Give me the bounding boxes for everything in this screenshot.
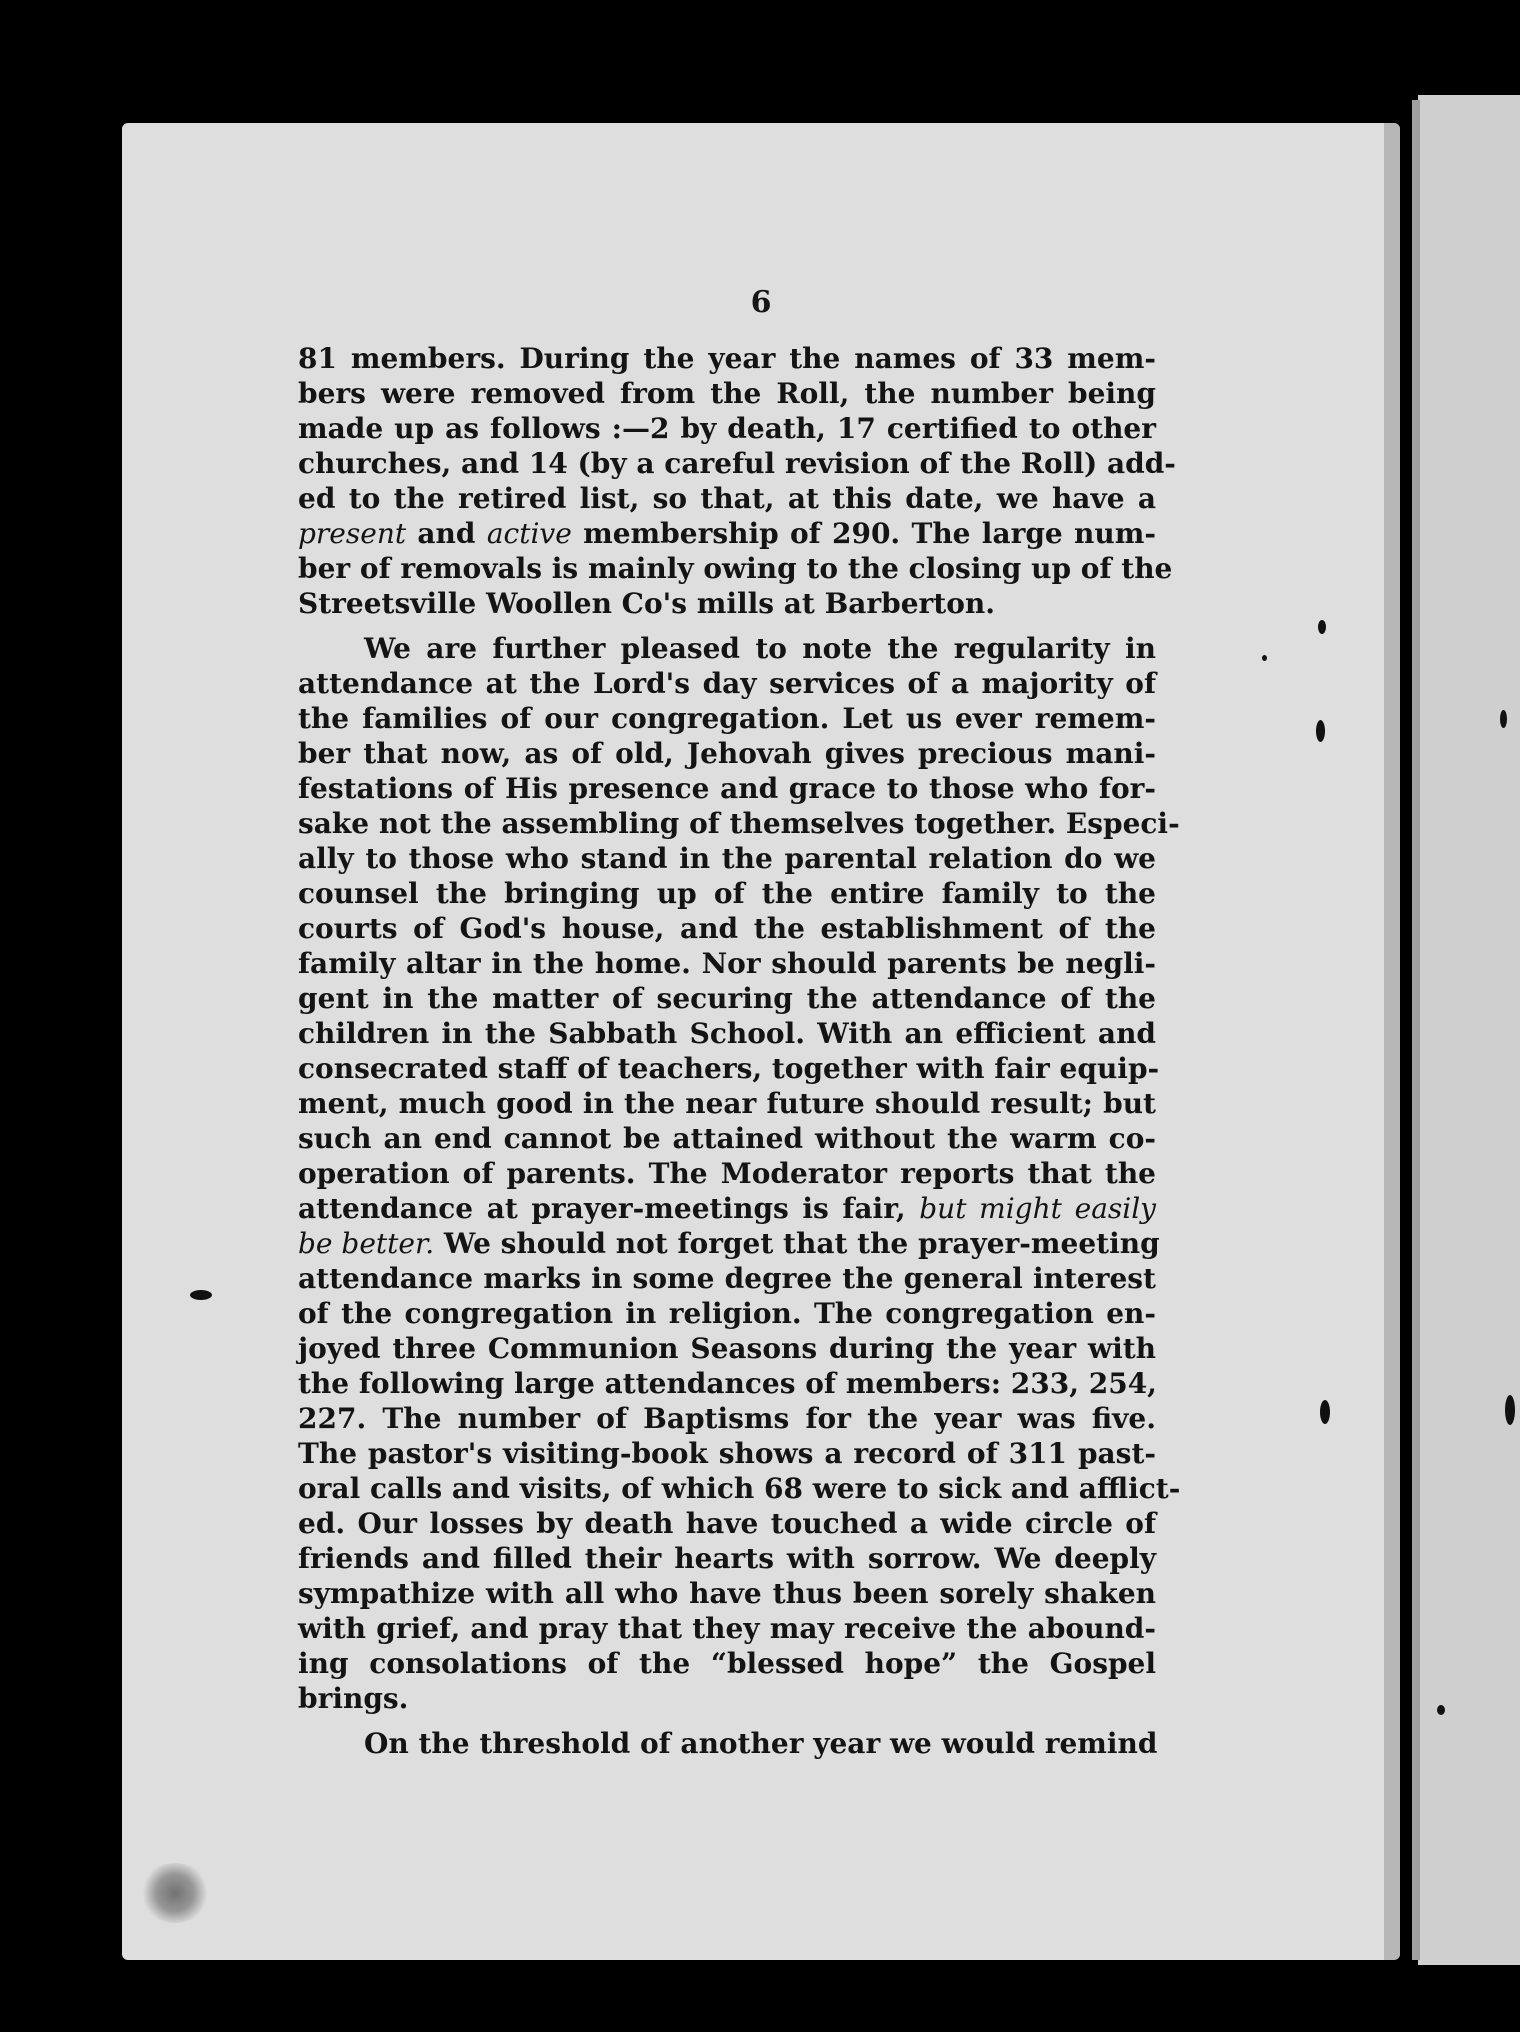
text-line: oral calls and visits, of which 68 were to sick and afflict- bbox=[298, 1472, 1181, 1505]
text-line: the following large attendances of members: 233, 254, bbox=[298, 1367, 1157, 1400]
text-line: Streetsville Woollen Co's mills at Barberton. bbox=[298, 587, 996, 620]
italic-text: active bbox=[486, 517, 572, 550]
text-line: sake not the assembling of themselves together. Especi- bbox=[298, 807, 1180, 840]
text-line: The pastor's visiting-book shows a record of 311 past- bbox=[298, 1437, 1156, 1470]
italic-text: be better. bbox=[298, 1227, 435, 1260]
text-line: such an end cannot be attained without the warm co- bbox=[298, 1122, 1156, 1155]
text-line: ing consolations of the “blessed hope” the Gospel bbox=[298, 1647, 1156, 1680]
text-line: brings. bbox=[298, 1682, 409, 1715]
text-line: sympathize with all who have thus been sorely shaken bbox=[298, 1577, 1156, 1610]
ink-speck bbox=[1505, 1395, 1515, 1425]
italic-text: present bbox=[298, 517, 407, 550]
body-text bbox=[298, 341, 1181, 1761]
page-edge bbox=[1384, 123, 1400, 1960]
text-line: attendance at prayer-meetings is fair, but might easily bbox=[298, 1192, 1156, 1225]
text-line: ed. Our losses by death have touched a wide circle of bbox=[298, 1507, 1156, 1540]
facing-page bbox=[1418, 95, 1520, 1965]
text-line: consecrated staff of teachers, together with fair equip- bbox=[298, 1052, 1160, 1085]
text-line: operation of parents. The Moderator reports that the bbox=[298, 1157, 1156, 1190]
text-line: churches, and 14 (by a careful revision of the Roll) add- bbox=[298, 447, 1176, 480]
text-line: ber that now, as of old, Jehovah gives precious mani- bbox=[298, 737, 1156, 770]
text-line: ed to the retired list, so that, at this date, we have a bbox=[298, 482, 1156, 515]
facing-page-edge bbox=[1412, 100, 1420, 1960]
ink-speck bbox=[190, 1290, 212, 1300]
text-line: present and active membership of 290. The large num- bbox=[298, 517, 1156, 550]
text-line: made up as follows :—2 by death, 17 certified to other bbox=[298, 412, 1156, 445]
page-number: 6 bbox=[750, 285, 772, 320]
ink-stain bbox=[140, 1863, 210, 1923]
text-line: the families of our congregation. Let us ever remem- bbox=[298, 702, 1156, 735]
text-line: 81 members. During the year the names of 33 mem- bbox=[298, 342, 1156, 375]
text-line: attendance at the Lord's day services of a majority of bbox=[298, 667, 1156, 700]
text-line: We are further pleased to note the regularity in bbox=[364, 632, 1156, 665]
text-line: counsel the bringing up of the entire family to the bbox=[298, 877, 1156, 910]
text-line: of the congregation in religion. The congregation en- bbox=[298, 1297, 1156, 1330]
italic-text: but might easily bbox=[919, 1192, 1156, 1225]
text-line: bers were removed from the Roll, the number being bbox=[298, 377, 1156, 410]
text-line: children in the Sabbath School. With an efficient and bbox=[298, 1017, 1156, 1050]
text-line: gent in the matter of securing the attendance of the bbox=[298, 982, 1156, 1015]
ink-speck bbox=[1318, 620, 1326, 634]
text-line: courts of God's house, and the establishment of the bbox=[298, 912, 1156, 945]
text-line: On the threshold of another year we would remind bbox=[364, 1727, 1158, 1760]
text-line: ment, much good in the near future should result; but bbox=[298, 1087, 1156, 1120]
text-line: ally to those who stand in the parental relation do we bbox=[298, 842, 1156, 875]
text-line: family altar in the home. Nor should parents be negli- bbox=[298, 947, 1156, 980]
text-line: attendance marks in some degree the general interest bbox=[298, 1262, 1156, 1295]
text-line: friends and filled their hearts with sorrow. We deeply bbox=[298, 1542, 1156, 1575]
text-line: joyed three Communion Seasons during the year with bbox=[298, 1332, 1156, 1365]
text-line: 227. The number of Baptisms for the year was five. bbox=[298, 1402, 1156, 1435]
book-page bbox=[122, 123, 1400, 1960]
ink-speck bbox=[1316, 720, 1325, 742]
ink-speck bbox=[1262, 655, 1267, 661]
text-line: be better. We should not forget that the prayer-meeting bbox=[298, 1227, 1160, 1260]
text-line: festations of His presence and grace to those who for- bbox=[298, 772, 1156, 805]
ink-speck bbox=[1320, 1400, 1330, 1424]
ink-speck bbox=[1437, 1705, 1445, 1715]
text-line: ber of removals is mainly owing to the closing up of the bbox=[298, 552, 1173, 585]
text-line: with grief, and pray that they may receive the abound- bbox=[298, 1612, 1156, 1645]
ink-speck bbox=[1500, 710, 1507, 728]
